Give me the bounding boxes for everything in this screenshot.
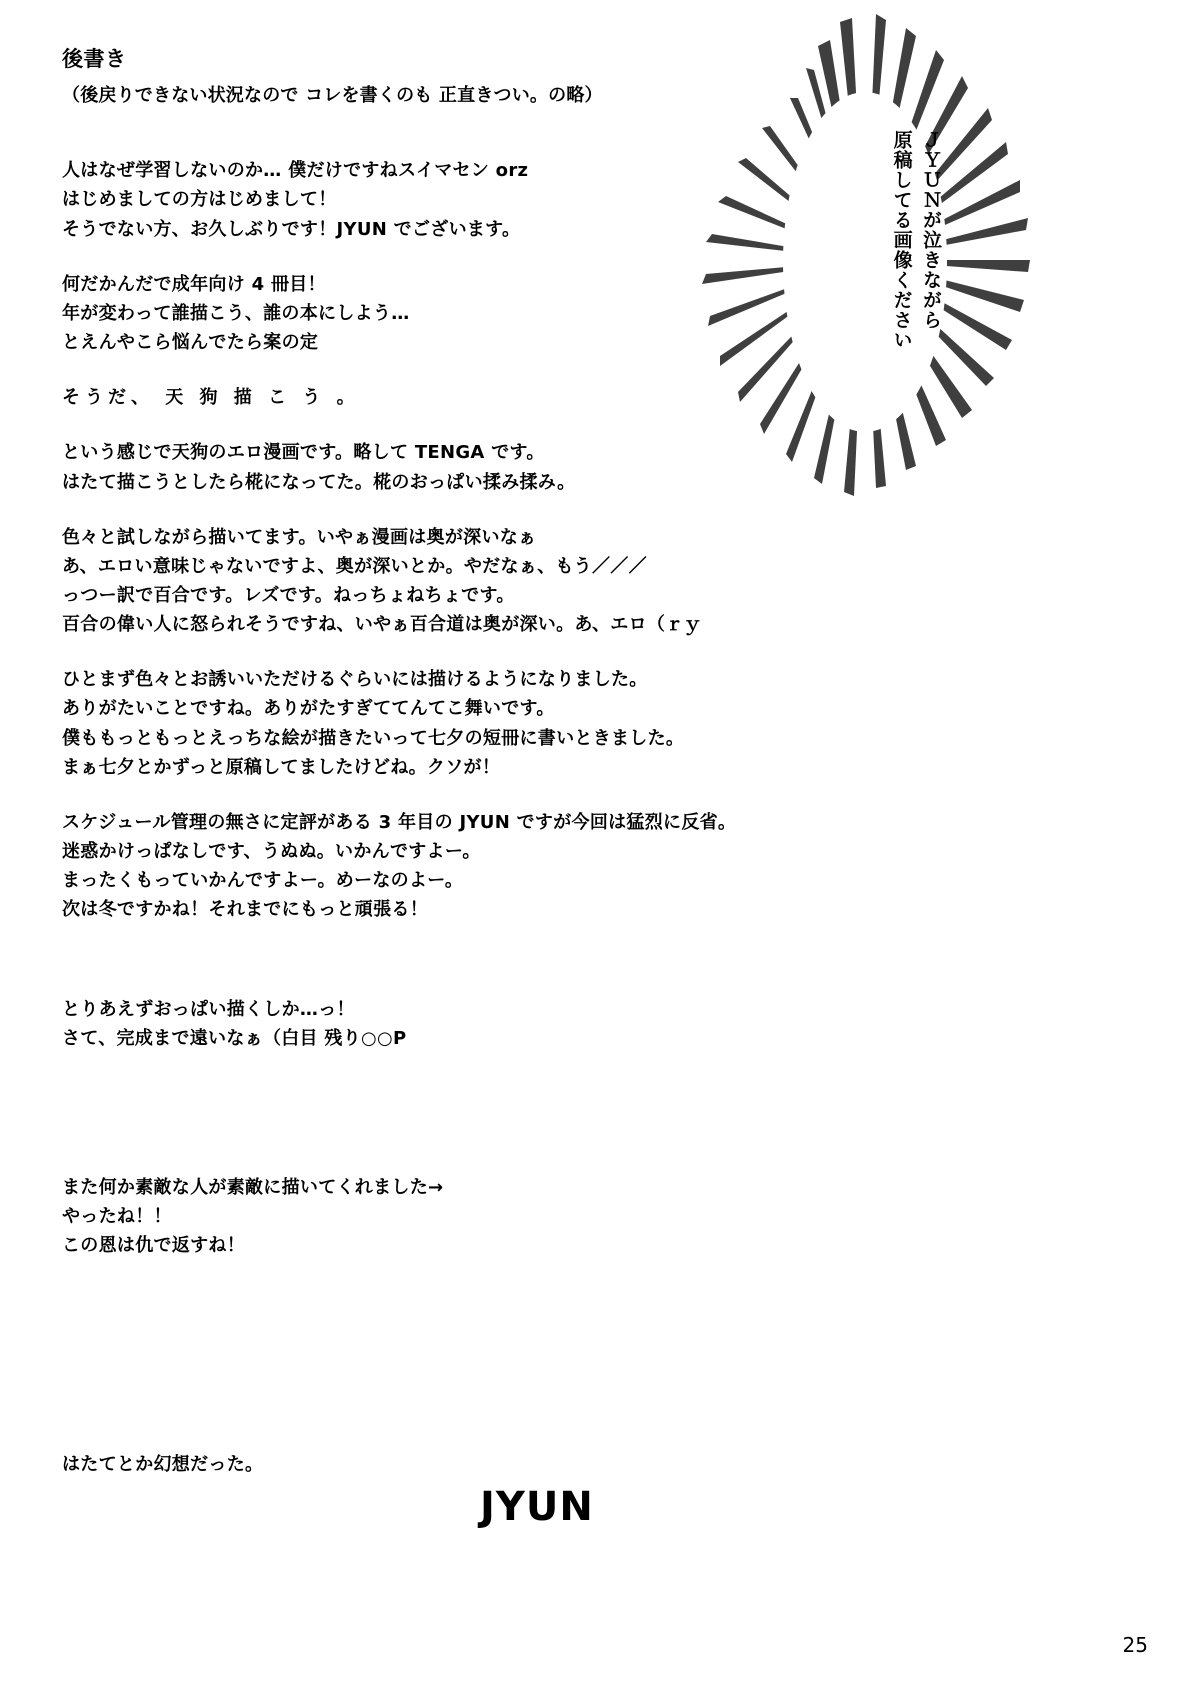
paragraph-line: 年が変わって誰描こう、誰の本にしよう… [62,302,410,324]
paragraph-line: っつー訳で百合です。レズです。ねっちょねちょです。 [62,585,515,607]
burst-caption-line-1: ＪＹＵＮが泣きながら [920,130,942,330]
paragraph-line: まったくもっていかんですよー。めーなのよー。 [62,870,464,892]
paragraph-3 [62,383,822,412]
paragraph-10 [62,1450,822,1479]
paragraph-4 [62,438,822,496]
paragraph-line: さて、完成まで遠いなぁ（白目 残り○○P [62,1027,407,1049]
paragraph-line: ひとまず色々とお誘いいただけるぐらいには描けるようになりました。 [62,669,648,691]
paragraph-line: ありがたいことですね。ありがたすぎててんてこ舞いです。 [62,698,555,720]
paragraph-9 [62,1173,822,1260]
paragraph-line: とえんやこら悩んでたら案の定 [62,332,319,354]
page-number: 25 [1122,1633,1148,1657]
paragraph-6 [62,665,822,782]
paragraph-7 [62,808,822,925]
paragraph-line: はじめましての方はじめまして！ [62,189,337,211]
paragraph-line: 色々と試しながら描いてます。いやぁ漫画は奥が深いなぁ [62,526,537,548]
paragraph-line: はたてとか幻想だった。 [62,1454,264,1476]
paragraph-line: とりあえずおっぱい描くしか…っ！ [62,998,355,1020]
paragraph-line: この恩は仇で返すね！ [62,1235,245,1257]
paragraph-5 [62,523,822,640]
paragraph-line: スケジュール管理の無さに定評がある 3 年目の JYUN ですが今回は猛烈に反省。 [62,811,737,833]
paragraph-2 [62,270,822,357]
paragraph-line: あ、エロい意味じゃないですよ、奥が深いとか。やだなぁ、もう／／／ [62,555,647,577]
burst-caption-line-2: 原稿してる画像ください [890,130,913,350]
paragraph-line: 百合の偉い人に怒られそうですね、いやぁ百合道は奥が深い。あ、エロ（ｒｙ [62,614,702,636]
paragraph-line: 僕ももっともっとえっちな絵が描きたいって七夕の短冊に書いときました。 [62,727,685,749]
page-subtitle: （後戻りできない状況なので コレを書くのも 正直きつい。の略） [62,84,603,106]
artist-signature: JYUN [480,1484,594,1530]
paragraph-line: 次は冬ですかね！それまでにもっと頑張る！ [62,899,428,921]
paragraph-line: 迷惑かけっぱなしです、うぬぬ。いかんですよー。 [62,841,481,863]
paragraph-line: まぁ七夕とかずっと原稿してましたけどね。クソが！ [62,756,501,778]
paragraph-line: はたて描こうとしたら椛になってた。椛のおっぱい揉み揉み。 [62,471,576,493]
paragraph-line: そうだ、 天 狗 描 こ う 。 [62,387,360,409]
paragraph-line: 何だかんだで成年向け 4 冊目！ [62,273,326,295]
paragraph-line: また何か素敵な人が素敵に描いてくれました→ [62,1176,444,1198]
paragraph-1 [62,156,822,243]
paragraph-line: 人はなぜ学習しないのか… 僕だけですねスイマセン orz [62,160,529,182]
afterword-text-column [62,44,822,1480]
page-title: 後書き [62,47,127,71]
paragraph-line: やったね！！ [62,1206,172,1228]
paragraph-8 [62,995,822,1053]
paragraph-line: という感じで天狗のエロ漫画です。略して TENGA です。 [62,442,545,464]
paragraph-line: そうでない方、お久しぶりです！JYUN でございます。 [62,218,521,240]
